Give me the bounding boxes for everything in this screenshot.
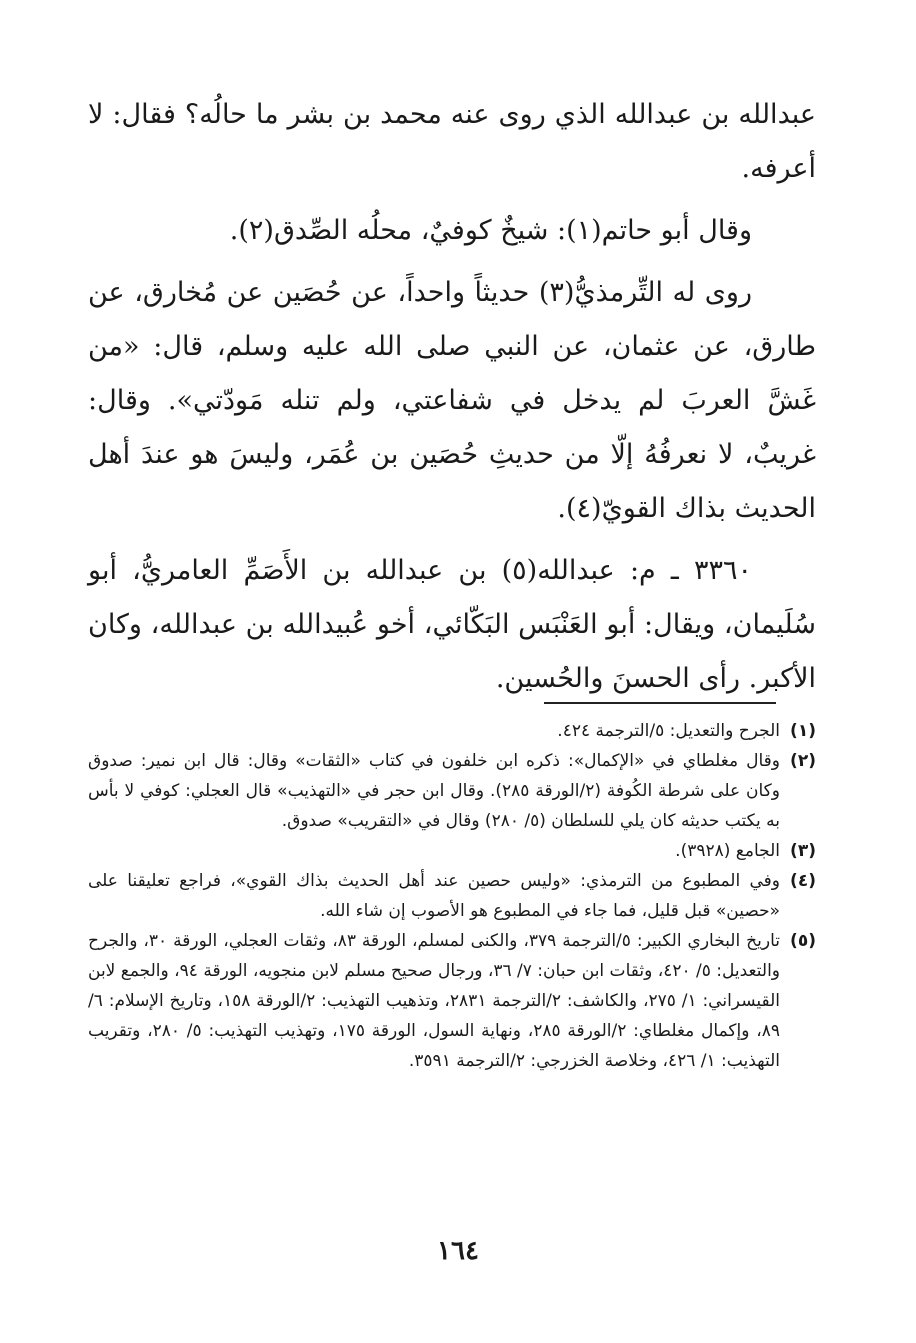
entry-3360: ٣٣٦٠ ـ م: عبدالله(٥) بن عبدالله بن الأَصَمِّ العامريُّ، أبو سُلَيمان، ويقال: أبو العَنْبَس البَكّائي، أخو عُبيدالله بن عبدالله، وكان الأكبر. رأى الحسنَ والحُسين.	[88, 555, 816, 694]
footnote-1	[88, 716, 816, 746]
footnote-divider	[544, 702, 776, 704]
footnote-text: وفي المطبوع من الترمذي: «وليس حصين عند أهل الحديث بذاك القوي»، فراجع تعليقنا على «حصين» قبل قليل، فما جاء في المطبوع هو الأصوب إن شاء الله.	[88, 871, 780, 921]
footnote-text: تاريخ البخاري الكبير: ٥/الترجمة ٣٧٩، والكنى لمسلم، الورقة ٨٣، وثقات العجلي، الورقة ٣٠، والجرح والتعديل: ٥/ ٤٢٠، وثقات ابن حبان: ٧/ ٣٦، ورجال صحيح مسلم لابن منجويه، الورقة ٩٤، والجمع لابن القيسراني: ١/ ٢٧٥، والكاشف: ٢/الترجمة ٢٨٣١، وتذهيب التهذيب: ٢/الورقة ١٥٨، وتاريخ الإسلام: ٦/ ٨٩، وإكمال مغلطاي: ٢/الورقة ٢٨٥، ونهاية السول، الورقة ١٧٥، وتهذيب التهذيب: ٥/ ٢٨٠، وتقريب التهذيب: ١/ ٤٢٦، وخلاصة الخزرجي: ٢/الترجمة ٣٥٩١.	[88, 931, 781, 1071]
footnote-number: (٣)	[790, 841, 816, 861]
footnote-3	[88, 836, 816, 866]
footnote-text: الجامع (٣٩٢٨).	[675, 841, 780, 861]
footnote-number: (٢)	[790, 751, 816, 771]
paragraph-2: وقال أبو حاتم(١): شيخٌ كوفيٌ، محلُه الصِّدق(٢).	[229, 215, 752, 246]
paragraph-1: عبدالله بن عبدالله الذي روى عنه محمد بن بشر ما حالُه؟ فقال: لا أعرفه.	[88, 99, 816, 184]
page-number: ١٦٤	[437, 1236, 479, 1266]
footnote-text: الجرح والتعديل: ٥/الترجمة ٤٢٤.	[557, 721, 780, 741]
footnote-5	[88, 926, 816, 1076]
paragraph-3: روى له التِّرمذيُّ(٣) حديثاً واحداً، عن حُصَين عن مُخارق، عن طارق، عن عثمان، عن النبي صلى الله عليه وسلم، قال: «من غَشَّ العربَ لم يدخل في شفاعتي، ولم تنله مَودّتي». وقال: غريبٌ، لا نعرفُهُ إلّا من حديثِ حُصَين بن عُمَر، وليسَ هو عندَ أهل الحديث بذاك القويّ(٤).	[88, 277, 816, 524]
footnote-number: (١)	[790, 721, 816, 741]
footnotes	[88, 716, 816, 1076]
footnote-number: (٥)	[790, 931, 816, 951]
footnote-4	[88, 866, 816, 926]
footnote-number: (٤)	[790, 871, 816, 891]
footnote-text: وقال مغلطاي في «الإكمال»: ذكره ابن خلفون في كتاب «الثقات» وقال: قال ابن نمير: صدوق وكان على شرطة الكُوفة (٢/الورقة ٢٨٥). وقال ابن حجر في «التهذيب» قال العجلي: كوفي لا بأس به يكتب حديثه كان يلي للسلطان (٥/ ٢٨٠) وقال في «التقريب» صدوق.	[88, 751, 780, 831]
footnote-2	[88, 746, 816, 836]
main-text	[88, 88, 816, 714]
